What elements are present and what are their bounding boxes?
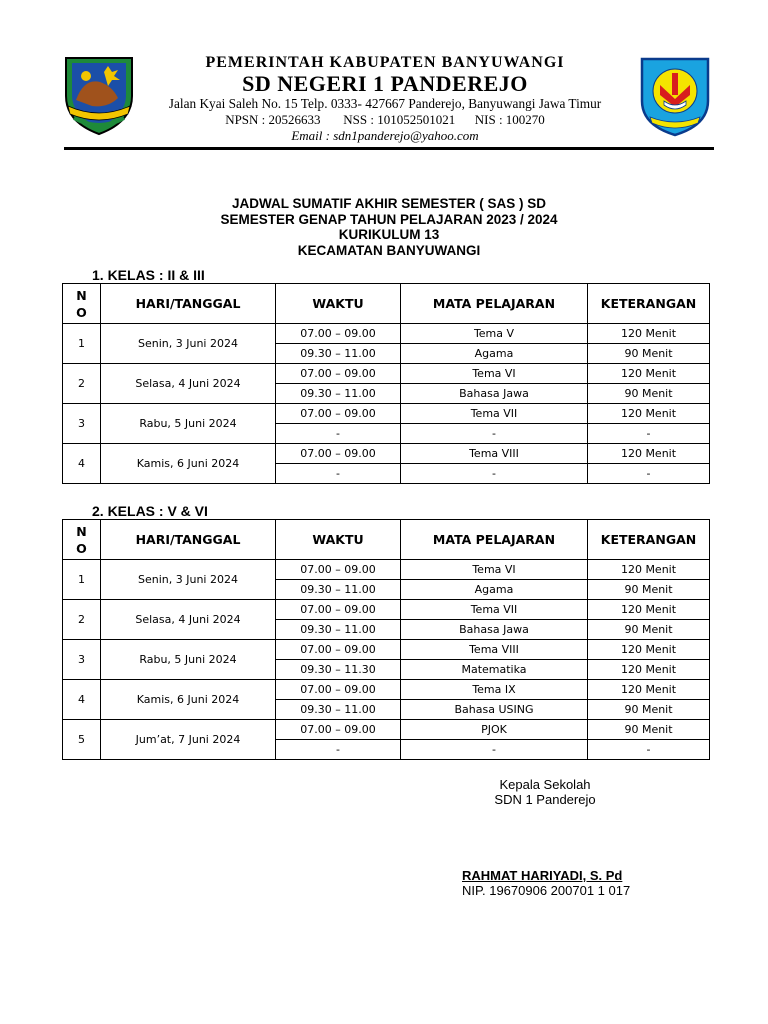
table-row	[63, 680, 710, 700]
row-note: 120 Menit	[588, 680, 710, 700]
row-note: -	[588, 424, 710, 444]
row-time: 09.30 – 11.00	[276, 580, 401, 600]
row-subject: -	[401, 464, 588, 484]
table-row	[63, 324, 710, 344]
row-subject: Tema VII	[401, 404, 588, 424]
table-row	[63, 560, 710, 580]
row-number: 2	[63, 600, 101, 640]
row-number: 3	[63, 404, 101, 444]
row-subject: Agama	[401, 344, 588, 364]
row-number: 3	[63, 640, 101, 680]
document-title	[64, 196, 714, 258]
school-email: Email : sdn1panderejo@yahoo.com	[291, 128, 479, 143]
row-time: 09.30 – 11.00	[276, 384, 401, 404]
row-subject: Tema V	[401, 324, 588, 344]
table-row	[63, 404, 710, 424]
row-date: Senin, 3 Juni 2024	[101, 560, 276, 600]
row-date: Senin, 3 Juni 2024	[101, 324, 276, 364]
row-subject: Tema VIII	[401, 444, 588, 464]
row-note: -	[588, 464, 710, 484]
row-note: 120 Menit	[588, 600, 710, 620]
row-note: 90 Menit	[588, 580, 710, 600]
row-note: 120 Menit	[588, 324, 710, 344]
header-note: KETERANGAN	[588, 520, 710, 560]
row-number: 4	[63, 680, 101, 720]
row-date: Rabu, 5 Juni 2024	[101, 404, 276, 444]
row-number: 2	[63, 364, 101, 404]
row-time: 07.00 – 09.00	[276, 444, 401, 464]
row-time: 07.00 – 09.00	[276, 720, 401, 740]
row-subject: Tema VIII	[401, 640, 588, 660]
title-line-1: JADWAL SUMATIF AKHIR SEMESTER ( SAS ) SD	[231, 196, 546, 211]
title-line-3: KURIKULUM 13	[338, 227, 440, 242]
row-date: Selasa, 4 Juni 2024	[101, 364, 276, 404]
row-time: 07.00 – 09.00	[276, 600, 401, 620]
row-note: 120 Menit	[588, 640, 710, 660]
header-no: N O	[63, 520, 101, 560]
regency-crest-logo	[62, 52, 136, 136]
signer-name: RAHMAT HARIYADI, S. Pd	[462, 868, 623, 883]
title-line-2: SEMESTER GENAP TAHUN PELAJARAN 2023 / 2024	[220, 211, 558, 227]
header-time: WAKTU	[276, 520, 401, 560]
row-subject: Matematika	[401, 660, 588, 680]
table-row	[63, 444, 710, 464]
letterhead	[140, 54, 630, 144]
row-note: 120 Menit	[588, 444, 710, 464]
row-time: 07.00 – 09.00	[276, 560, 401, 580]
row-subject: Agama	[401, 580, 588, 600]
row-note: -	[588, 740, 710, 760]
row-number: 4	[63, 444, 101, 484]
header-subject: MATA PELAJARAN	[401, 520, 588, 560]
row-note: 90 Menit	[588, 384, 710, 404]
row-note: 120 Menit	[588, 560, 710, 580]
row-subject: Bahasa Jawa	[401, 620, 588, 640]
schedule-table-class-2-3	[62, 283, 710, 484]
row-time: -	[276, 464, 401, 484]
row-number: 5	[63, 720, 101, 760]
row-date: Rabu, 5 Juni 2024	[101, 640, 276, 680]
table-header-row	[63, 284, 710, 324]
school-emblem-logo	[636, 55, 714, 137]
school-ids: NPSN : 20526633 NSS : 101052501021 NIS : 100270	[225, 112, 545, 127]
header-time: WAKTU	[276, 284, 401, 324]
row-subject: PJOK	[401, 720, 588, 740]
letterhead-divider	[64, 147, 714, 150]
table-row	[63, 640, 710, 660]
header-subject: MATA PELAJARAN	[401, 284, 588, 324]
row-time: -	[276, 740, 401, 760]
section-2-title: 2. KELAS : V & VI	[92, 503, 208, 519]
schedule-table-class-5-6	[62, 519, 710, 760]
row-note: 90 Menit	[588, 344, 710, 364]
row-time: 09.30 – 11.00	[276, 344, 401, 364]
title-line-4: KECAMATAN BANYUWANGI	[297, 242, 481, 258]
row-subject: Tema IX	[401, 680, 588, 700]
row-subject: Tema VII	[401, 600, 588, 620]
header-note: KETERANGAN	[588, 284, 710, 324]
school-address: Jalan Kyai Saleh No. 15 Telp. 0333- 427667 Panderejo, Banyuwangi Jawa Timur	[168, 96, 602, 111]
table-row	[63, 720, 710, 740]
row-time: 07.00 – 09.00	[276, 404, 401, 424]
table-row	[63, 600, 710, 620]
table-row	[63, 364, 710, 384]
row-date: Kamis, 6 Juni 2024	[101, 444, 276, 484]
table-header-row	[63, 520, 710, 560]
row-subject: -	[401, 740, 588, 760]
row-time: -	[276, 424, 401, 444]
row-time: 09.30 – 11.00	[276, 620, 401, 640]
section-1-title: 1. KELAS : II & III	[92, 267, 205, 283]
row-note: 120 Menit	[588, 364, 710, 384]
row-note: 120 Menit	[588, 660, 710, 680]
school-name: SD NEGERI 1 PANDEREJO	[242, 71, 528, 96]
row-date: Jum’at, 7 Juni 2024	[101, 720, 276, 760]
row-note: 120 Menit	[588, 404, 710, 424]
government-name: PEMERINTAH KABUPATEN BANYUWANGI	[205, 54, 565, 71]
row-date: Selasa, 4 Juni 2024	[101, 600, 276, 640]
row-subject: Bahasa USING	[401, 700, 588, 720]
signer-nip: NIP. 19670906 200701 1 017	[462, 883, 631, 898]
row-subject: Bahasa Jawa	[401, 384, 588, 404]
row-subject: Tema VI	[401, 364, 588, 384]
row-number: 1	[63, 324, 101, 364]
row-time: 07.00 – 09.00	[276, 324, 401, 344]
row-subject: -	[401, 424, 588, 444]
row-number: 1	[63, 560, 101, 600]
row-time: 09.30 – 11.00	[276, 700, 401, 720]
header-no: N O	[63, 284, 101, 324]
header-day: HARI/TANGGAL	[101, 520, 276, 560]
row-note: 90 Menit	[588, 620, 710, 640]
row-subject: Tema VI	[401, 560, 588, 580]
row-note: 90 Menit	[588, 720, 710, 740]
signer-role: Kepala Sekolah	[499, 777, 591, 792]
row-time: 07.00 – 09.00	[276, 640, 401, 660]
row-date: Kamis, 6 Juni 2024	[101, 680, 276, 720]
header-day: HARI/TANGGAL	[101, 284, 276, 324]
signer-school: SDN 1 Panderejo	[494, 792, 596, 807]
row-time: 09.30 – 11.30	[276, 660, 401, 680]
row-time: 07.00 – 09.00	[276, 680, 401, 700]
row-time: 07.00 – 09.00	[276, 364, 401, 384]
row-note: 90 Menit	[588, 700, 710, 720]
signature-block	[440, 777, 650, 807]
